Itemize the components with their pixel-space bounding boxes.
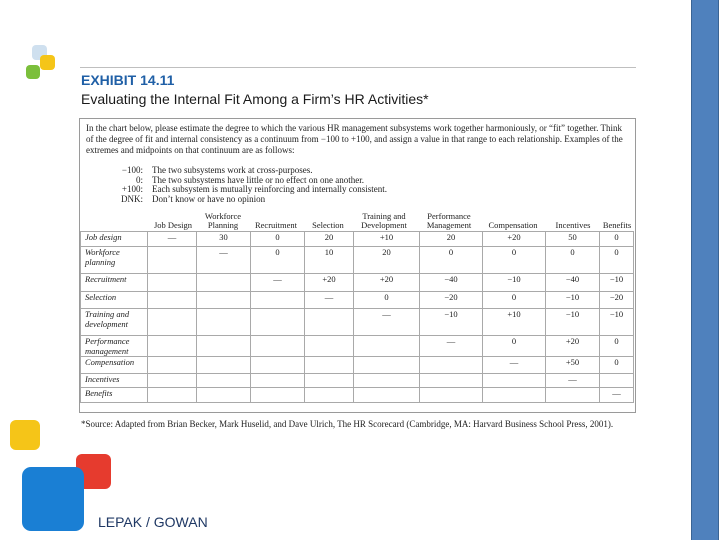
table-cell (420, 357, 483, 374)
table-cell: — (354, 309, 420, 336)
row-label: Performance management (81, 336, 148, 357)
table-cell: — (420, 336, 483, 357)
legend-row (95, 195, 387, 205)
col-header-incentives: Incentives (555, 220, 591, 230)
table-cell (197, 388, 251, 403)
table-cell: +10 (354, 232, 420, 247)
table-cell: 20 (354, 247, 420, 274)
table-cell: 0 (546, 247, 600, 274)
table-cell (600, 374, 634, 388)
table-cell (197, 274, 251, 292)
col-header-recruitment: Recruitment (254, 220, 297, 230)
table-cell (148, 374, 197, 388)
col-header-training-development: Training and Development (361, 211, 407, 230)
table-cell: — (546, 374, 600, 388)
table-cell (354, 388, 420, 403)
table-cell: −20 (420, 292, 483, 309)
table-row (81, 309, 634, 336)
table-cell: −10 (420, 309, 483, 336)
table-cell (148, 357, 197, 374)
legend-desc: The two subsystems work at cross-purposes. (152, 165, 313, 175)
row-label: Training and development (81, 309, 148, 336)
table-cell: 20 (420, 232, 483, 247)
table-row (81, 388, 634, 403)
table-cell (251, 292, 305, 309)
table-cell (197, 309, 251, 336)
table-cell: +20 (483, 232, 546, 247)
table-cell: −10 (483, 274, 546, 292)
table-cell: +20 (546, 336, 600, 357)
table-cell: — (483, 357, 546, 374)
table-cell: −10 (546, 309, 600, 336)
table-row (81, 374, 634, 388)
table-cell (483, 374, 546, 388)
table-cell (148, 309, 197, 336)
legend-desc: Don’t know or have no opinion (152, 193, 266, 204)
table-cell: — (305, 292, 354, 309)
table-cell: — (251, 274, 305, 292)
table-cell (483, 388, 546, 403)
table-cell: −40 (420, 274, 483, 292)
table-cell (420, 388, 483, 403)
intro-text: In the chart below, please estimate the degree to which the various HR management subsystems work together harmoniously, or “fit” together. Think of the degree of fit and internal consistency as a continuum from −100 to +100, and assign a value in that range to each relationship. Examples of the extremes and midpoints on that continuum are as follows: (86, 123, 623, 155)
table-cell (148, 274, 197, 292)
table-cell: +20 (354, 274, 420, 292)
table-cell: 0 (600, 232, 634, 247)
table-cell (305, 309, 354, 336)
legend-key: 0: (135, 174, 143, 185)
table-cell (305, 336, 354, 357)
footer-author: LEPAK / GOWAN (98, 514, 208, 530)
table-row (81, 336, 634, 357)
legend-key: DNK: (121, 193, 143, 204)
table-cell: −20 (600, 292, 634, 309)
table-cell (354, 374, 420, 388)
table-cell: −10 (546, 292, 600, 309)
table-cell: 0 (354, 292, 420, 309)
table-cell: −10 (600, 274, 634, 292)
table-cell (354, 357, 420, 374)
table-cell (354, 336, 420, 357)
legend-desc: Each subsystem is mutually reinforcing and internally consistent. (152, 184, 387, 194)
table-row (81, 274, 634, 292)
deco-square-green (26, 65, 40, 79)
table-cell (148, 336, 197, 357)
right-sidebar-bar (691, 0, 719, 540)
legend-key: −100: (121, 165, 143, 175)
table-cell: +10 (483, 309, 546, 336)
exhibit-title: Evaluating the Internal Fit Among a Firm’s HR Activities* (81, 91, 429, 107)
table-cell: +50 (546, 357, 600, 374)
table-cell: 0 (600, 357, 634, 374)
fit-matrix-table (80, 231, 634, 403)
table-cell: 30 (197, 232, 251, 247)
table-cell: 0 (251, 247, 305, 274)
table-cell (251, 357, 305, 374)
table-cell: 50 (546, 232, 600, 247)
table-cell: 20 (305, 232, 354, 247)
table-cell (251, 336, 305, 357)
table-row (81, 232, 634, 247)
source-note: *Source: Adapted from Brian Becker, Mark Huselid, and Dave Ulrich, The HR Scorecard (Cambridge, MA: Harvard Business School Press, 2001). (81, 419, 614, 429)
deco-square-yellow-small (40, 55, 55, 70)
col-header-performance-management: Performance Management (426, 211, 472, 230)
table-cell: 0 (483, 247, 546, 274)
row-label: Workforce planning (81, 247, 148, 274)
row-label: Benefits (81, 388, 148, 403)
table-cell (197, 336, 251, 357)
row-label: Recruitment (81, 274, 148, 292)
table-cell (420, 374, 483, 388)
deco-square-yellow (10, 420, 40, 450)
table-cell (197, 374, 251, 388)
exhibit-label: EXHIBIT 14.11 (81, 72, 175, 88)
table-cell: 10 (305, 247, 354, 274)
table-cell: 0 (251, 232, 305, 247)
table-cell (197, 357, 251, 374)
table-cell: −10 (600, 309, 634, 336)
table-cell (251, 374, 305, 388)
table-row (81, 247, 634, 274)
table-cell (197, 292, 251, 309)
table-cell: 0 (420, 247, 483, 274)
table-cell (148, 388, 197, 403)
table-cell (546, 388, 600, 403)
table-cell: 0 (600, 247, 634, 274)
table-cell: — (600, 388, 634, 403)
table-cell (251, 309, 305, 336)
table-cell: — (197, 247, 251, 274)
table-cell: — (148, 232, 197, 247)
deco-square-blue (22, 467, 84, 531)
table-cell (305, 374, 354, 388)
table-row (81, 292, 634, 309)
row-label: Compensation (81, 357, 148, 374)
row-label: Selection (81, 292, 148, 309)
table-cell: 0 (483, 292, 546, 309)
table-cell (148, 247, 197, 274)
col-header-workforce-planning: Workforce Planning (204, 211, 242, 230)
table-cell (251, 388, 305, 403)
table-row (81, 357, 634, 374)
row-label: Job design (81, 232, 148, 247)
table-cell: −40 (546, 274, 600, 292)
table-cell: 0 (600, 336, 634, 357)
table-cell (305, 388, 354, 403)
table-cell (305, 357, 354, 374)
legend (95, 166, 387, 204)
legend-desc: The two subsystems have little or no effect on one another. (152, 174, 365, 185)
exhibit-rule (80, 67, 636, 68)
col-header-compensation: Compensation (488, 220, 538, 230)
col-header-benefits: Benefits (602, 220, 632, 230)
table-cell: +20 (305, 274, 354, 292)
row-label: Incentives (81, 374, 148, 388)
legend-key: +100: (121, 184, 143, 194)
col-header-selection: Selection (312, 220, 344, 230)
col-header-job-design: Job Design (153, 220, 192, 230)
table-cell (148, 292, 197, 309)
table-cell: 0 (483, 336, 546, 357)
